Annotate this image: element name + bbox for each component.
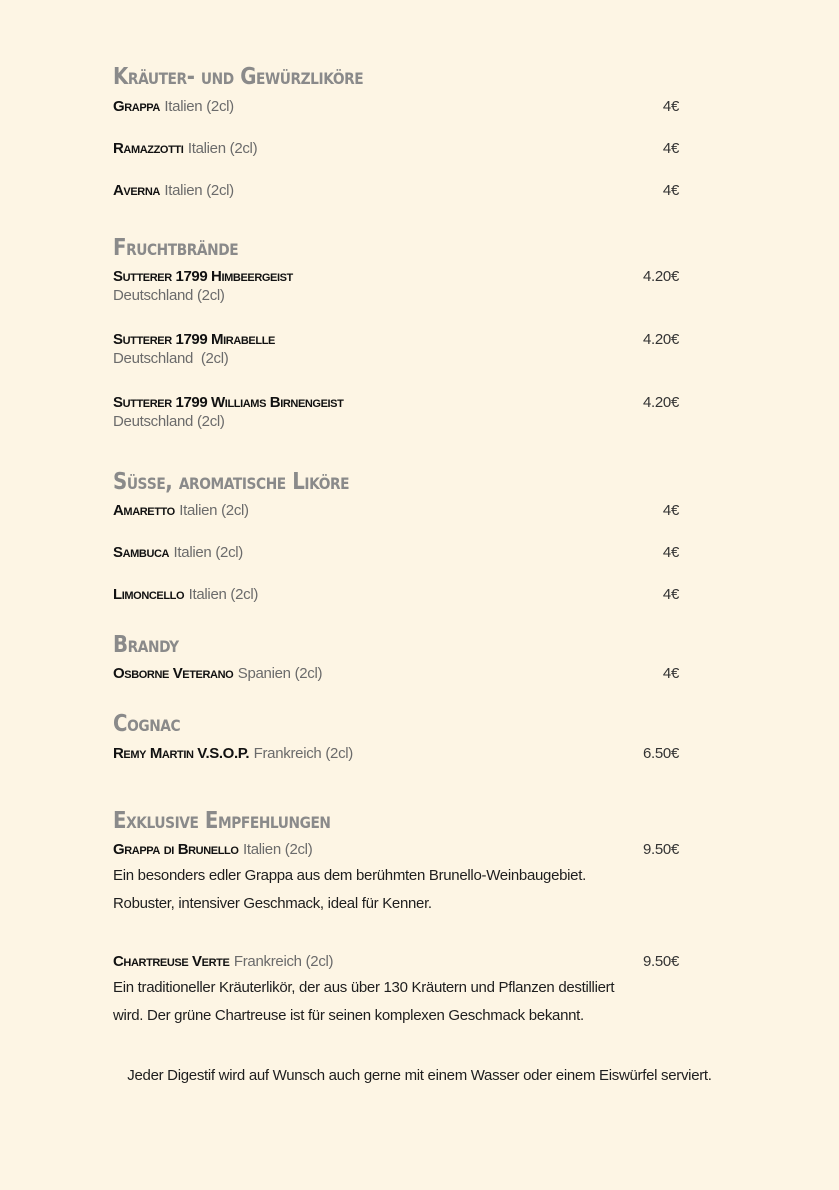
item-origin: Frankreich (2cl) [233,953,334,970]
item-origin: Frankreich (2cl) [253,745,353,762]
item-description [113,862,679,918]
item-price: 4€ [662,665,679,682]
item-price: 6.50€ [642,745,679,762]
item-price: 4€ [662,502,679,519]
item-origin: Italien (2cl) [187,140,258,157]
menu-item-remy-martin [113,745,679,763]
menu-item-himbeergeist [113,268,679,304]
item-price: 4€ [662,544,679,561]
item-price: 4.20€ [642,394,679,411]
footer-note: Jeder Digestif wird auf Wunsch auch gerne mit einem Wasser oder einem Eiswürfel serviert. [127,1067,712,1084]
item-description-line: Robuster, intensiver Geschmack, ideal für Kenner. [113,895,432,912]
item-origin: Italien (2cl) [242,841,313,858]
item-description [113,974,679,1030]
section-title-brandy: Brandy [113,632,179,658]
item-name: Grappa [113,98,160,115]
item-origin: Spanien (2cl) [237,665,323,682]
item-name: Averna [113,182,160,199]
item-price: 4€ [662,182,679,199]
item-name: Limoncello [113,586,185,603]
item-origin: Italien (2cl) [179,502,249,519]
item-origin: Italien (2cl) [164,182,234,199]
item-name: Sutterer 1799 Mirabelle [113,331,275,348]
item-name: Sutterer 1799 Williams Birnengeist [113,394,344,411]
item-origin: Deutschland (2cl) [113,413,225,430]
item-price: 4.20€ [642,268,679,285]
item-description-line: Ein besonders edler Grappa aus dem berühmten Brunello-Weinbaugebiet. [113,867,586,884]
item-price: 4€ [662,98,679,115]
item-origin: Italien (2cl) [164,98,234,115]
menu-item-osborne-veterano [113,665,679,683]
section-title-exklusive-empfehlungen: Exklusive Empfehlungen [113,808,331,834]
item-name: Osborne Veterano [113,665,234,682]
item-name: Chartreuse Verte [113,953,230,970]
menu-item-chartreuse-verte [113,953,679,1030]
item-origin: Italien (2cl) [173,544,244,561]
menu-item-sambuca [113,544,679,562]
item-price: 4.20€ [642,331,679,348]
menu-item-mirabelle [113,331,679,367]
item-price: 9.50€ [642,841,679,858]
section-title-suesse-likoere: Süße, aromatische Liköre [113,469,350,495]
section-title-fruchtbraende: Fruchtbrände [113,235,239,261]
section-title-cognac: Cognac [113,711,181,737]
item-price: 4€ [662,140,679,157]
item-description-line: Ein traditioneller Kräuterlikör, der aus über 130 Kräutern und Pflanzen destilliert [113,979,615,996]
item-price: 4€ [662,586,679,603]
item-origin: Italien (2cl) [188,586,259,603]
menu-item-ramazzotti [113,140,679,158]
section-title-kraeuter: Kräuter- und Gewürzliköre [113,64,364,90]
item-name: Remy Martin V.S.O.P. [113,745,250,762]
menu-item-grappa-di-brunello [113,841,679,918]
item-name: Grappa di Brunello [113,841,239,858]
item-origin: Deutschland (2cl) [113,350,229,367]
item-name: Sutterer 1799 Himbeergeist [113,268,293,285]
menu-item-grappa [113,98,679,116]
item-description-line: wird. Der grüne Chartreuse ist für seinen komplexen Geschmack bekannt. [113,1007,584,1024]
item-name: Amaretto [113,502,175,519]
menu-item-williams-birnengeist [113,394,679,430]
item-name: Sambuca [113,544,170,561]
item-price: 9.50€ [642,953,679,970]
menu-item-limoncello [113,586,679,604]
item-origin: Deutschland (2cl) [113,287,225,304]
menu-item-amaretto [113,502,679,520]
menu-item-averna [113,182,679,200]
item-name: Ramazzotti [113,140,184,157]
